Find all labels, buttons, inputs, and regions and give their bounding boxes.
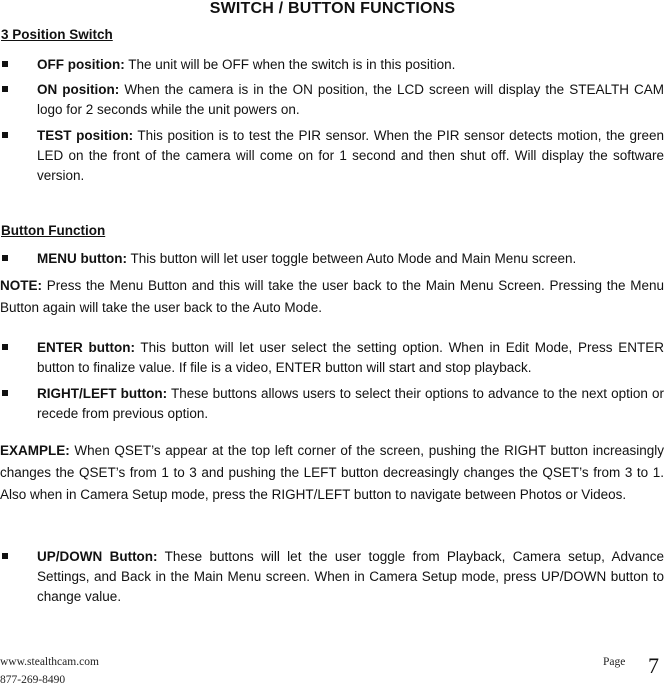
bullet-square-icon [2,390,8,396]
bullet-square-icon [2,344,8,350]
desc-off: The unit will be OFF when the switch is in this position. [124,57,456,72]
bullet-square-icon [2,86,8,92]
footer-phone: 877-269-8490 [0,674,66,686]
bullet-square-icon [2,61,8,67]
term-enter: ENTER button: [37,340,135,355]
bullet-test-position [0,126,664,186]
bullet-square-icon [2,255,8,261]
desc-note: Press the Menu Button and this will take the user back to the Main Menu Screen. Pressing the Menu Button again will take the user back to the Auto Mode. [0,278,664,315]
desc-rightleft: These buttons allows users to select their options to advance to the next option or recede from previous option. [37,386,664,421]
bullet-menu-button [0,249,664,269]
term-on: ON position: [37,82,120,97]
term-example: EXAMPLE: [0,443,70,458]
term-test: TEST position: [37,128,134,143]
term-note: NOTE: [0,278,42,293]
desc-example: When QSET’s appear at the top left corner of the screen, pushing the RIGHT button increasingly changes the QSET’s from 1 to 3 and pushing the LEFT button decreasingly changes the QSET’s from 3 to 1. Also when in Camera Setup mode, press the RIGHT/LEFT button to navigate between Photos or Videos. [0,443,664,502]
bullet-square-icon [2,132,8,138]
bullet-updown-button [0,547,664,607]
footer-website: www.stealthcam.com [0,656,99,668]
desc-on: When the camera is in the ON position, the LCD screen will display the STEALTH CAM logo for 2 seconds while the unit powers on. [37,82,664,117]
desc-menu: This button will let user toggle between Auto Mode and Main Menu screen. [126,251,577,266]
section-heading-buttons: Button Function [1,223,106,238]
note-paragraph [0,275,664,319]
bullet-off-position [0,55,664,75]
bullet-enter-button [0,338,664,378]
bullet-square-icon [2,553,8,559]
page-title: SWITCH / BUTTON FUNCTIONS [209,0,456,17]
term-rightleft: RIGHT/LEFT button: [37,386,168,401]
term-updown: UP/DOWN Button: [37,549,158,564]
term-menu: MENU button: [37,251,127,266]
term-off: OFF position: [37,57,125,72]
desc-updown: These buttons will let the user toggle from Playback, Camera setup, Advance Settings, and Back in the Main Menu screen. When in Camera Setup mode, press UP/DOWN button to change value. [37,549,664,604]
page-number: 7 [648,653,659,678]
bullet-rightleft-button [0,384,664,424]
desc-test: This position is to test the PIR sensor. When the PIR sensor detects motion, the green LED on the front of the camera will come on for 1 second and then shut off. Will display the software version. [37,128,664,183]
footer-page-label: Page [603,656,626,668]
bullet-on-position [0,80,664,120]
desc-enter: This button will let user select the setting option. When in Edit Mode, Press ENTER button to finalize value. If file is a video, ENTER button will start and stop playback. [37,340,664,375]
example-paragraph [0,440,664,506]
section-heading-switch: 3 Position Switch [1,27,113,42]
